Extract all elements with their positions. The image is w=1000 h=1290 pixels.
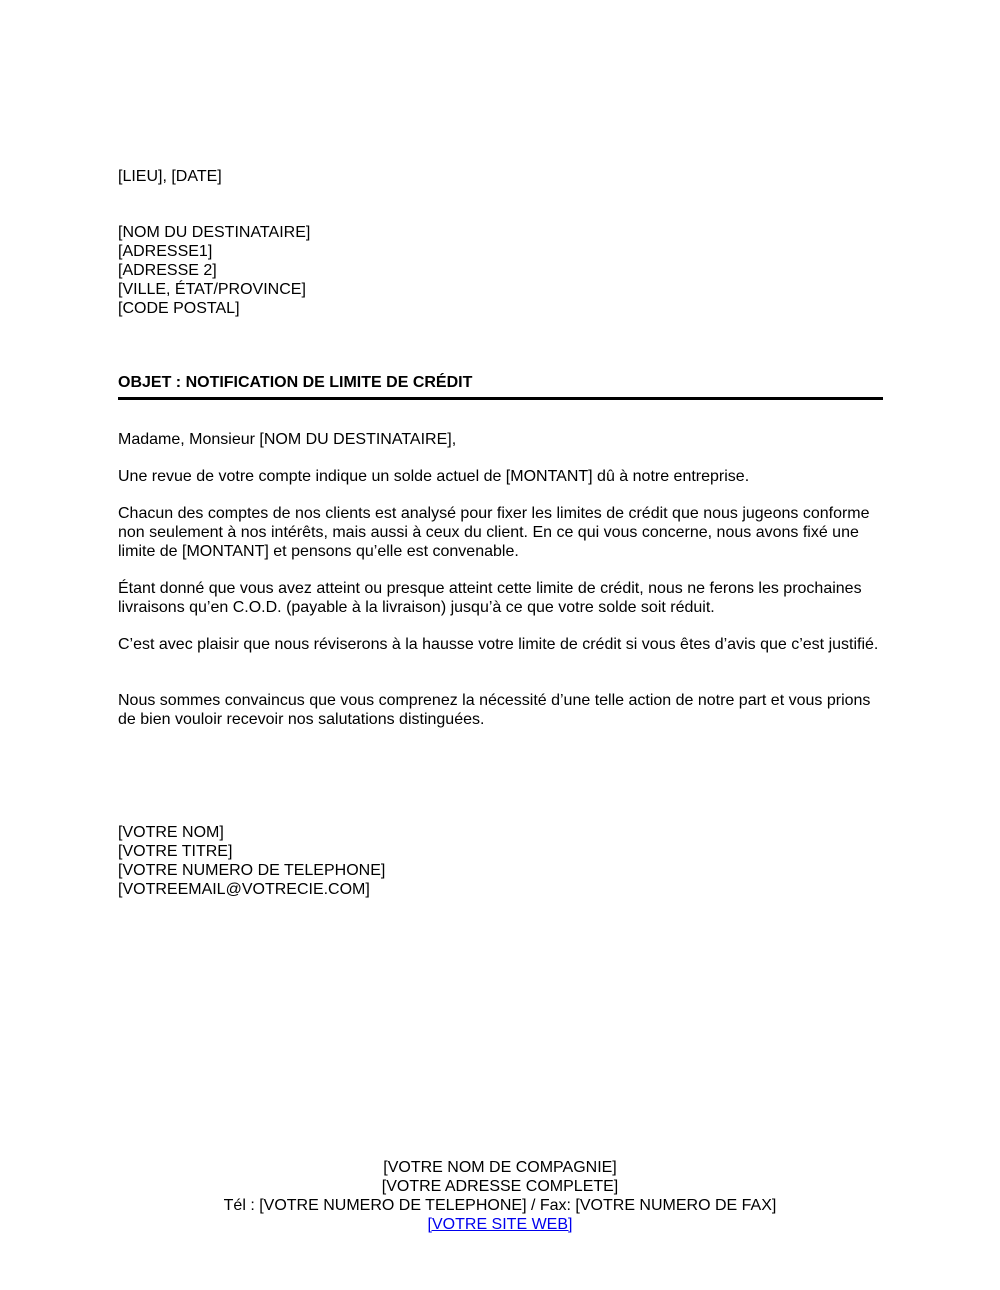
place-date-text: [LIEU], [DATE] [118,168,222,185]
subject-divider [118,397,883,400]
place-date [118,167,884,186]
signature-block [118,823,884,899]
recipient-name: [NOM DU DESTINATAIRE] [118,224,311,241]
footer-company: [VOTRE NOM DE COMPAGNIE] [383,1159,617,1176]
signature-title: [VOTRE TITRE] [118,843,233,860]
signature-phone: [VOTRE NUMERO DE TELEPHONE] [118,862,386,879]
recipient-address-block [118,223,884,318]
body-paragraph-3: Étant donné que vous avez atteint ou presque atteint cette limite de crédit, nous ne ferons les prochaines livraisons qu’en C.O.D. (payable à la livraison) jusqu’à ce que votre solde soit réduit. [118,580,862,616]
footer-website-link[interactable]: [VOTRE SITE WEB] [427,1216,573,1233]
body-paragraph-1: Une revue de votre compte indique un solde actuel de [MONTANT] dû à notre entreprise. [118,468,750,485]
body-paragraph-4: C’est avec plaisir que nous réviserons à la hausse votre limite de crédit si vous êtes d’avis que c’est justifié. [118,636,879,653]
recipient-city-state: [VILLE, ÉTAT/PROVINCE] [118,281,306,298]
body-paragraph-5: Nous sommes convaincus que vous comprenez la nécessité d’une telle action de notre part et vous prions de bien vouloir recevoir nos salutations distinguées. [118,692,871,728]
subject-line [118,373,884,392]
recipient-postal-code: [CODE POSTAL] [118,300,240,317]
salutation [118,430,884,449]
signature-email: [VOTREEMAIL@VOTRECIE.COM] [118,881,370,898]
recipient-address1: [ADRESSE1] [118,243,213,260]
signature-name: [VOTRE NOM] [118,824,224,841]
subject-text: OBJET : NOTIFICATION DE LIMITE DE CRÉDIT [118,374,473,391]
company-footer [0,1158,1000,1234]
recipient-address2: [ADRESSE 2] [118,262,217,279]
body-paragraph-2: Chacun des comptes de nos clients est analysé pour fixer les limites de crédit que nous jugeons conforme non seulement à nos intérêts, mais aussi à ceux du client. En ce qui vous concerne, nous avons fixé une limite de [MONTANT] et pensons qu’elle est convenable. [118,505,870,560]
footer-address: [VOTRE ADRESSE COMPLETE] [381,1178,619,1195]
salutation-text: Madame, Monsieur [NOM DU DESTINATAIRE], [118,431,457,448]
footer-contact: Tél : [VOTRE NUMERO DE TELEPHONE] / Fax: [VOTRE NUMERO DE FAX] [223,1197,777,1214]
